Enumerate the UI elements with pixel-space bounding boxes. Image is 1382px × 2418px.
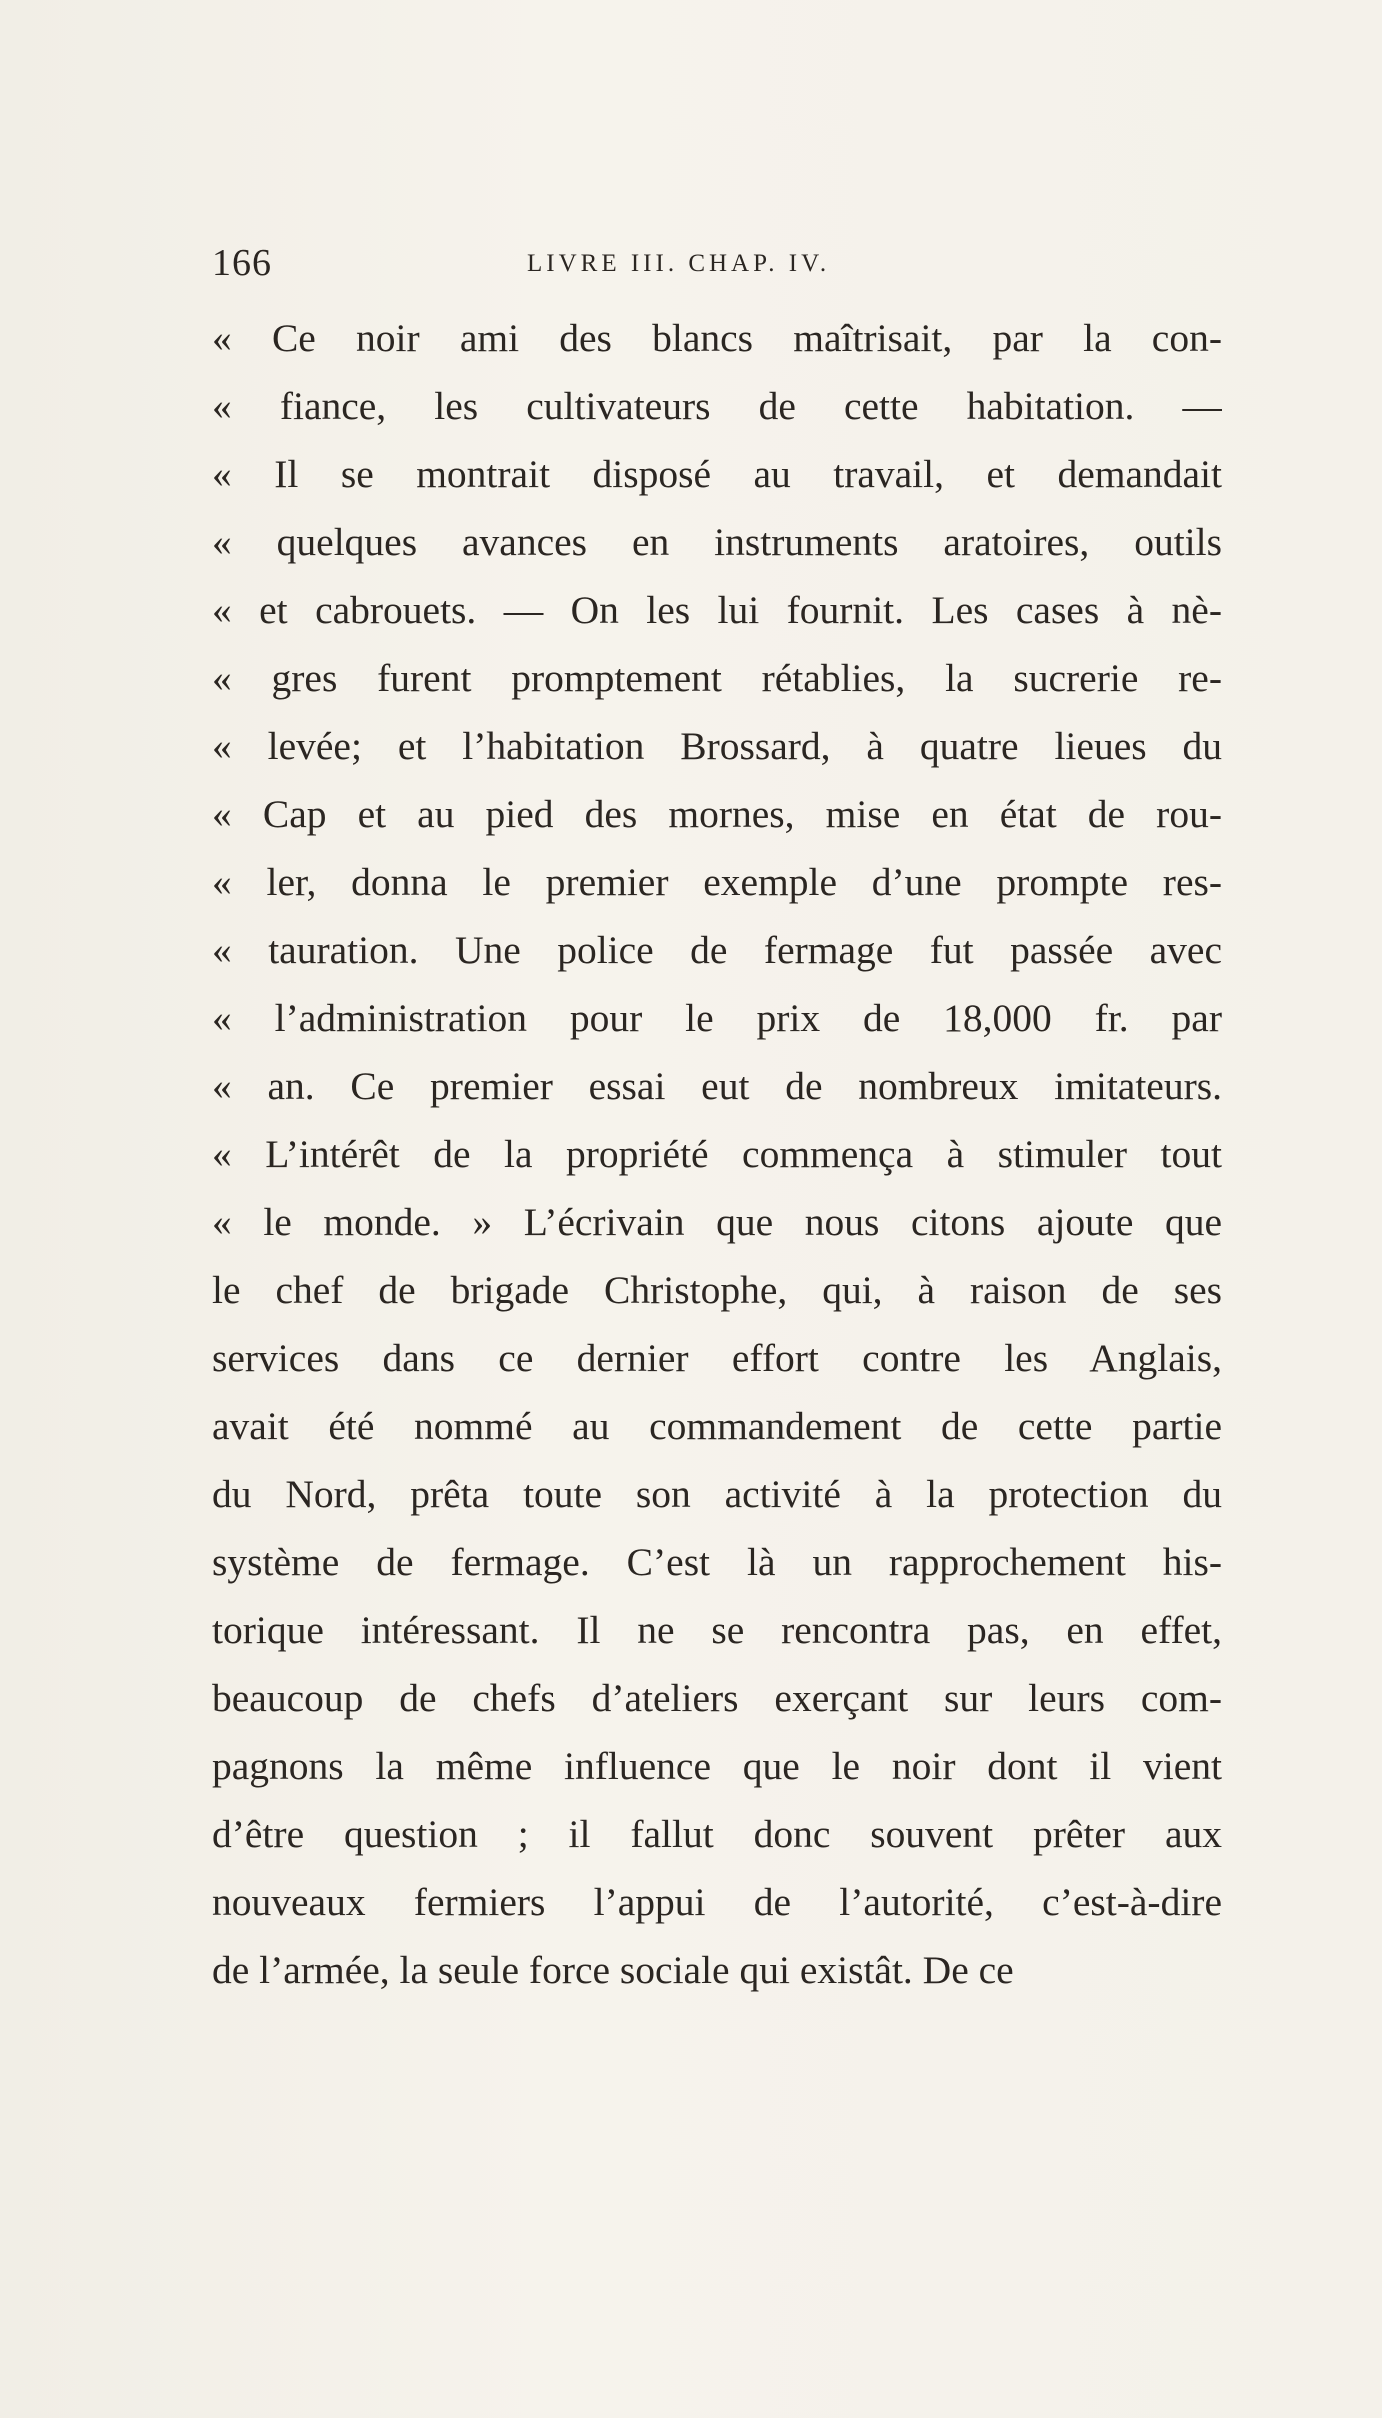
text-line: « le monde. » L’écrivain que nous citons ajoute que bbox=[212, 1200, 1222, 1244]
text-line: système de fermage. C’est là un rapprochement his- bbox=[212, 1540, 1222, 1584]
text-line: de l’armée, la seule force sociale qui existât. De ce bbox=[212, 1948, 1014, 1992]
text-line: « an. Ce premier essai eut de nombreux imitateurs. bbox=[212, 1064, 1222, 1108]
running-head: LIVRE III. CHAP. IV. bbox=[527, 250, 831, 277]
text-line: pagnons la même influence que le noir dont il vient bbox=[212, 1744, 1222, 1788]
text-line: « L’intérêt de la propriété commença à stimuler tout bbox=[212, 1132, 1222, 1176]
text-line: d’être question ; il fallut donc souvent prêter aux bbox=[212, 1812, 1222, 1856]
text-line: « tauration. Une police de fermage fut passée avec bbox=[212, 928, 1222, 972]
text-line: beaucoup de chefs d’ateliers exerçant sur leurs com- bbox=[212, 1676, 1222, 1720]
text-line: du Nord, prêta toute son activité à la protection du bbox=[212, 1472, 1222, 1516]
text-line: « Cap et au pied des mornes, mise en état de rou- bbox=[212, 792, 1222, 836]
text-line: « Il se montrait disposé au travail, et demandait bbox=[212, 452, 1222, 496]
text-line: nouveaux fermiers l’appui de l’autorité, c’est-à-dire bbox=[212, 1880, 1222, 1924]
text-line: « levée; et l’habitation Brossard, à quatre lieues du bbox=[212, 724, 1222, 768]
body-text bbox=[212, 304, 1222, 2004]
text-line: « l’administration pour le prix de 18,000 fr. par bbox=[212, 996, 1222, 1040]
page-number: 166 bbox=[212, 242, 272, 284]
text-line: torique intéressant. Il ne se rencontra pas, en effet, bbox=[212, 1608, 1222, 1652]
text-line: « et cabrouets. — On les lui fournit. Les cases à nè- bbox=[212, 588, 1222, 632]
text-line: services dans ce dernier effort contre les Anglais, bbox=[212, 1336, 1222, 1380]
page-header bbox=[212, 238, 1222, 288]
text-line: « Ce noir ami des blancs maîtrisait, par la con- bbox=[212, 316, 1222, 360]
text-line: « ler, donna le premier exemple d’une prompte res- bbox=[212, 860, 1222, 904]
text-line: avait été nommé au commandement de cette partie bbox=[212, 1404, 1222, 1448]
text-line: « quelques avances en instruments aratoires, outils bbox=[212, 520, 1222, 564]
text-line: « gres furent promptement rétablies, la sucrerie re- bbox=[212, 656, 1222, 700]
text-line: « fiance, les cultivateurs de cette habitation. — bbox=[212, 384, 1222, 428]
text-line: le chef de brigade Christophe, qui, à raison de ses bbox=[212, 1268, 1222, 1312]
